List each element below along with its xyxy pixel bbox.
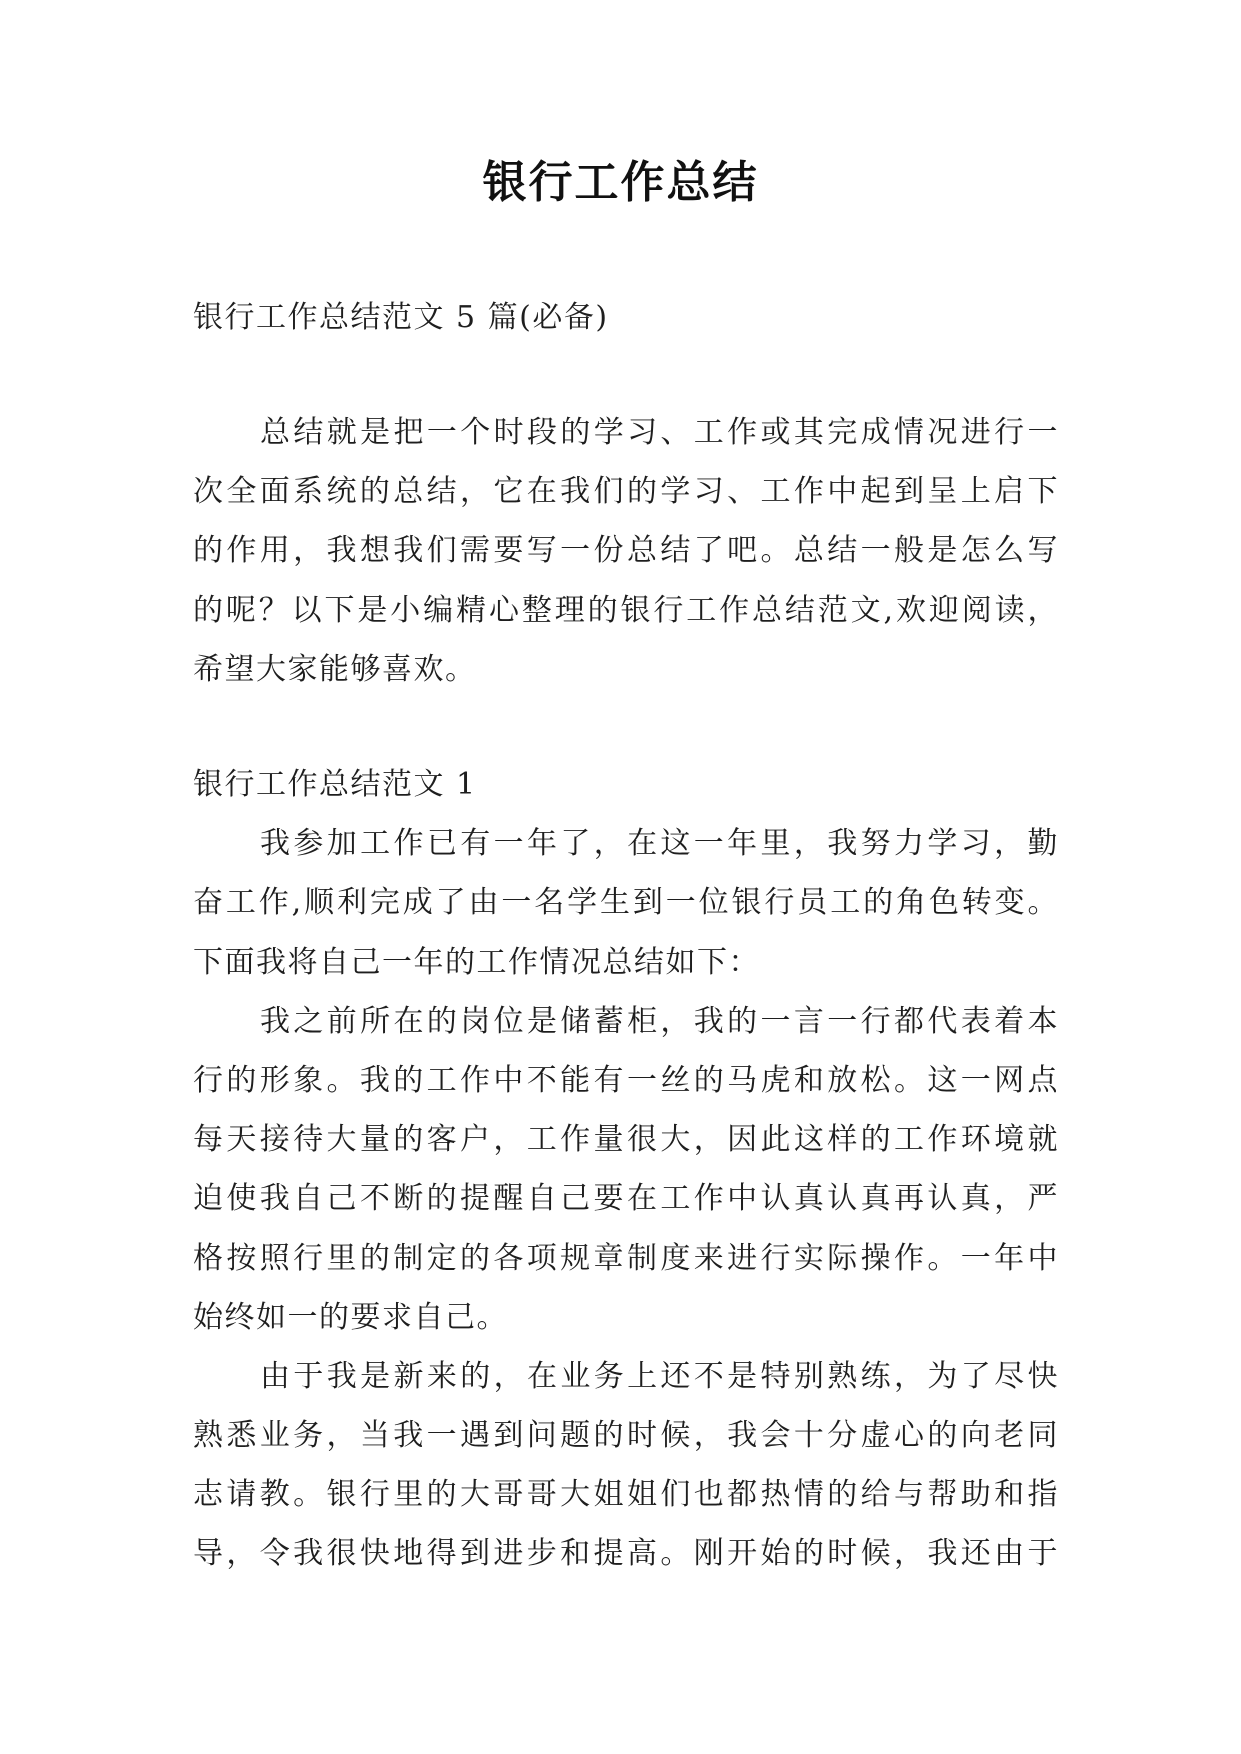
paragraph-line: 格按照行里的制定的各项规章制度来进行实际操作。一年中 <box>193 1240 1059 1276</box>
paragraph-line: 始终如一的要求自己。 <box>193 1299 508 1335</box>
paragraph-line: 行的形象。我的工作中不能有一丝的马虎和放松。这一网点 <box>193 1062 1059 1098</box>
section-paragraph <box>193 1347 1059 1584</box>
section-heading: 银行工作总结范文 1 <box>193 767 477 802</box>
paragraph-line: 志请教。银行里的大哥哥大姐姐们也都热情的给与帮助和指 <box>193 1477 1059 1513</box>
section-paragraph <box>193 814 1059 992</box>
section-1 <box>193 755 1059 1584</box>
paragraph-line: 我之前所在的岗位是储蓄柜，我的一言一行都代表着本 <box>260 1003 1059 1039</box>
paragraph-line: 希望大家能够喜欢。 <box>193 651 477 687</box>
paragraph-line: 熟悉业务，当我一遇到问题的时候，我会十分虚心的向老同 <box>193 1418 1059 1454</box>
paragraph-line: 奋工作,顺利完成了由一名学生到一位银行员工的角色转变。 <box>193 885 1059 921</box>
paragraph-line: 下面我将自己一年的工作情况总结如下： <box>193 944 760 980</box>
paragraph-line: 由于我是新来的，在业务上还不是特别熟练，为了尽快 <box>260 1358 1059 1394</box>
paragraph-line: 的作用，我想我们需要写一份总结了吧。总结一般是怎么写 <box>193 533 1059 569</box>
paragraph-line: 的呢？以下是小编精心整理的银行工作总结范文,欢迎阅读， <box>193 592 1059 628</box>
section-paragraph <box>193 992 1059 1347</box>
paragraph-line: 迫使我自己不断的提醒自己要在工作中认真认真再认真，严 <box>193 1181 1059 1217</box>
document-subtitle: 银行工作总结范文 5 篇(必备) <box>193 300 609 335</box>
paragraph-line: 导，令我很快地得到进步和提高。刚开始的时候，我还由于 <box>193 1536 1059 1572</box>
paragraph-line: 总结就是把一个时段的学习、工作或其完成情况进行一 <box>260 415 1059 450</box>
paragraph-line: 我参加工作已有一年了，在这一年里，我努力学习，勤 <box>260 826 1059 862</box>
paragraph-line: 每天接待大量的客户，工作量很大，因此这样的工作环境就 <box>193 1122 1059 1158</box>
paragraph-line: 次全面系统的总结，它在我们的学习、工作中起到呈上启下 <box>193 474 1059 510</box>
intro-paragraph <box>193 403 1059 699</box>
document-title: 银行工作总结 <box>482 157 759 208</box>
